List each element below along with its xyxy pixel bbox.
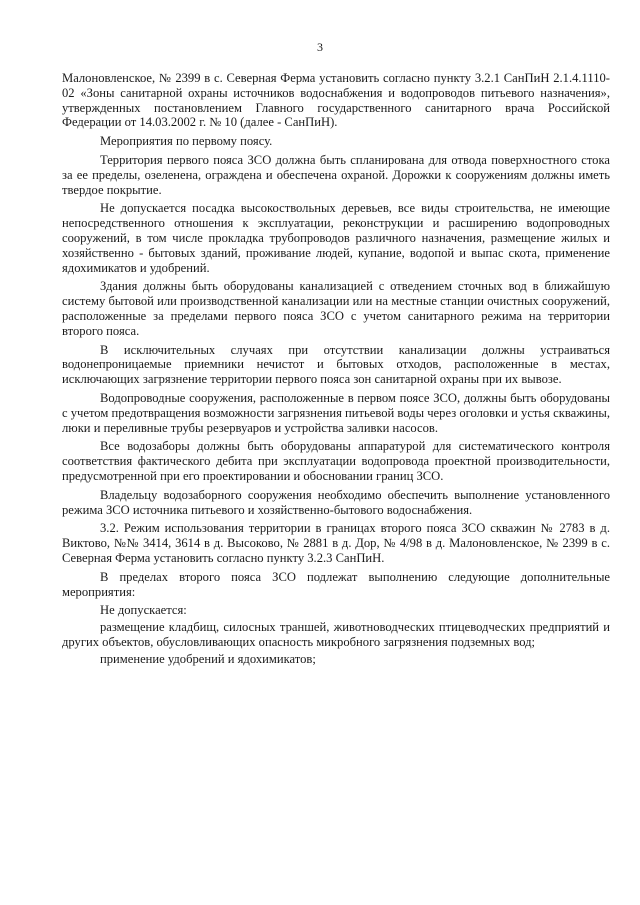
paragraph: Все водозаборы должны быть оборудованы аппаратурой для систематического контроля соответствия фактического дебита при эксплуатации водопровода проектной производительности, предусмотренной при его проектировании и обосновании границ ЗСО.: [62, 439, 610, 483]
paragraph: Не допускается посадка высокоствольных деревьев, все виды строительства, не имеющие непосредственного отношения к эксплуатации, реконструкции и расширению водопроводных сооружений, в том числе прокладка трубопроводов различного назначения, размещение жилых и хозяйственно - бытовых зданий, проживание людей, купание, водопой и выпас скота, применение ядохимикатов и удобрений.: [62, 201, 610, 275]
paragraph: Владельцу водозаборного сооружения необходимо обеспечить выполнение установленного режима ЗСО источника питьевого и хозяйственно-бытового водоснабжения.: [62, 487, 610, 517]
paragraph: В пределах второго пояса ЗСО подлежат выполнению следующие дополнительные мероприятия:: [62, 569, 610, 599]
paragraph: Здания должны быть оборудованы канализацией с отведением сточных вод в ближайшую систему бытовой или производственной канализации или на местные станции очистных сооружений, расположенные за пределами первого пояса ЗСО с учетом санитарного режима на территории второго пояса.: [62, 279, 610, 338]
page-number: 3: [317, 40, 323, 54]
paragraph: Мероприятия по первому поясу.: [100, 134, 273, 149]
paragraph: размещение кладбищ, силосных траншей, животноводческих птицеводческих предприятий и других объектов, обусловливающих опасность микробного загрязнения подземных вод;: [62, 620, 610, 649]
paragraph: 3.2. Режим использования территории в границах второго пояса ЗСО скважин № 2783 в д. Виктово, №№ 3414, 3614 в д. Высоково, № 2881 в д. Дор, № 4/98 в д. Малоновленское, № 2399 в с. Северная Ферма установить согласно пункту 3.2.3 СанПиН.: [62, 521, 610, 565]
paragraph: Не допускается:: [100, 603, 187, 618]
paragraph: В исключительных случаях при отсутствии канализации должны устраиваться водонепроницаемые приемники нечистот и бытовых отходов, расположенные в местах, исключающих загрязнение территории первого пояса зон санитарной охраны при их вывозе.: [62, 342, 610, 387]
paragraph: Территория первого пояса ЗСО должна быть спланирована для отвода поверхностного стока за ее пределы, озеленена, ограждена и обеспечена охраной. Дорожки к сооружениям должны иметь твердое покрытие.: [62, 152, 610, 197]
paragraph: Водопроводные сооружения, расположенные в первом поясе ЗСО, должны быть оборудованы с учетом предотвращения возможности загрязнения питьевой воды через оголовки и устья скважины, люки и переливные трубы резервуаров и устройства заливки насосов.: [62, 390, 610, 435]
paragraph: применение удобрений и ядохимикатов;: [100, 651, 316, 666]
document-body: [62, 71, 610, 668]
paragraph: Малоновленское, № 2399 в с. Северная Ферма установить согласно пункту 3.2.1 СанПиН 2.1.4.1110-02 «Зоны санитарной охраны источников водоснабжения и водопроводов питьевого назначения», утвержденных постановлением Главного государственного санитарного врача Российской Федерации от 14.03.2002 г. № 10 (далее - СанПиН).: [62, 71, 610, 130]
